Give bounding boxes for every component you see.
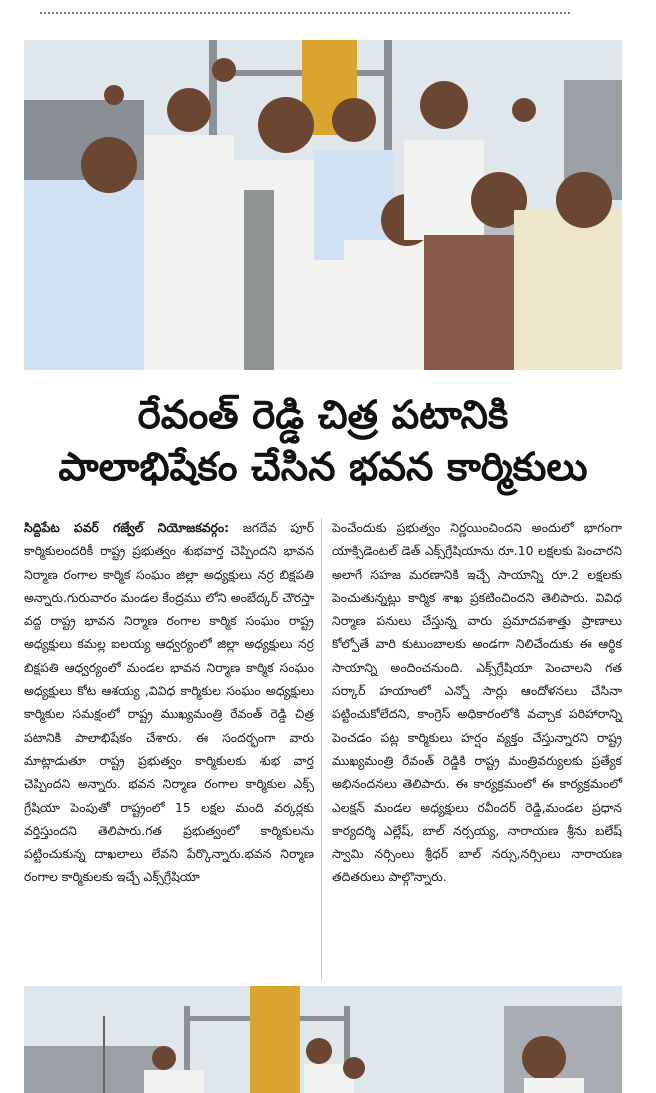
headline-line-1: రేవంత్ రెడ్డి చిత్ర పటానికి — [137, 393, 509, 438]
headline-line-2: పాలాభిషేకం చేసిన భవన కార్మికులు — [58, 445, 588, 490]
top-dotted-rule — [40, 12, 570, 14]
article-dateline: సిద్దిపేట పవర్ గజ్వేల్ నియోజకవర్గం: — [24, 520, 230, 535]
column-divider — [321, 518, 322, 980]
statue-photo-icon — [24, 986, 622, 1093]
article-column-2 — [332, 516, 622, 889]
article-column-1 — [24, 516, 314, 889]
news-photo-top — [24, 40, 622, 370]
news-photo-bottom — [24, 986, 622, 1093]
article-body-col2: పెంచేందుకు ప్రభుత్వం నిర్ణయించిందని అందులో భాగంగా యాక్సిడెంటల్ డెత్ ఎక్స్‌గ్రేషియాను రూ.10 లక్షలకు పెంచారని అలాగే సహజ మరణానికి ఇచ్చే సాయాన్ని రూ.2 లక్షలకు పెంచుతున్నట్లు కార్మిక శాఖ ప్రకటించిందని తెలిపారు. వివిధ నిర్మాణ పనులు చేస్తున్న వారు ప్రమాదవశాత్తు ప్రాణాలు కోల్పోతే వారి కుటుంబాలకు అండగా నిలిచేందుకు ఈ ఆర్థిక సాయాన్ని అందించనుంది. ఎక్స్‌గ్రేషియా పెంచాలని గత సర్కార్ హయాంలో ఎన్నో సార్లు ఆందోళనలు చేసినా పట్టించుకోలేదని, కాంగ్రెస్ అధికారంలోకి వచ్చాక పరిహారాన్ని పెంచడం పట్ల కార్మికులు హర్షం వ్యక్తం చేస్తున్నారని రాష్ట్ర ముఖ్యమంత్రి రేవంత్ రెడ్డికి రాష్ట్ర మంత్రివర్యులకు ప్రత్యేక అభినందనలు తెలిపారు. ఈ కార్యక్రమంలో ఈ కార్యక్రమంలో ఎలక్షన్ మండల అధ్యక్షులు రవీందర్ రెడ్డి,మండల ప్రధాన కార్యదర్శి ఎల్లేష్, బాల్ నర్సయ్య, నారాయణ శ్రీను బలేష్ స్వామి నర్సింలు శ్రీధర్ బాల్ నర్సు,నర్సింలు నారాయణ తదితరులు పాల్గొన్నారు. — [332, 520, 622, 885]
protest-photo-icon — [24, 40, 622, 370]
article-body-col1: జగదేవ పూర్ కార్మికులందరికీ రాష్ట్ర ప్రభుత్వం శుభవార్త చెప్పిందని భావన నిర్మాణ రంగాల కార్మిక సంఘం జిల్లా అధ్యక్షులు నర్ర బిక్షపతి అన్నారు.గురువారం మండల కేంద్రము లోని అంబేద్కర్ చౌరస్తా వద్ద రాష్ట్ర భావన నిర్మాణ రంగాల కార్మిక సంఘం రాష్ట్ర అధ్యక్షులు కమల్ల ఐలయ్య ఆధ్వర్యంలో జిల్లా అధ్యక్షులు నర్ర బిక్షపతి ఆధ్వర్యంలో మండల భావన నిర్మాణ కార్మిక సంఘం అధ్యక్షులు కోట ఆశయ్య ,వివిధ కార్మికుల సంఘం అధ్యక్షులు కార్మికుల సమక్షంలో రాష్ట్ర ముఖ్యమంత్రి రేవంత్ రెడ్డి చిత్ర పటానికి పాలాభిషేకం చేశారు. ఈ సందర్భంగా వారు మాట్లాడుతూ రాష్ట్ర ప్రభుత్వం కార్మికులకు శుభ వార్త చెప్పిందని అన్నారు. భవన నిర్మాణ రంగాల కార్మికుల ఎక్స్ గ్రేషియా పెంపుతో రాష్ట్రంలో 15 లక్షల మంది వర్కర్లకు వర్తిస్తుందని తెలిపారు.గత ప్రభుత్వంలో కార్మికులను పట్టించుకున్న దాఖలాలు లేవని పేర్కొన్నారు.భవన నిర్మాణ రంగాల కార్మికులకు ఇచ్చే ఎక్స్‌గ్రేషియా — [24, 520, 314, 885]
